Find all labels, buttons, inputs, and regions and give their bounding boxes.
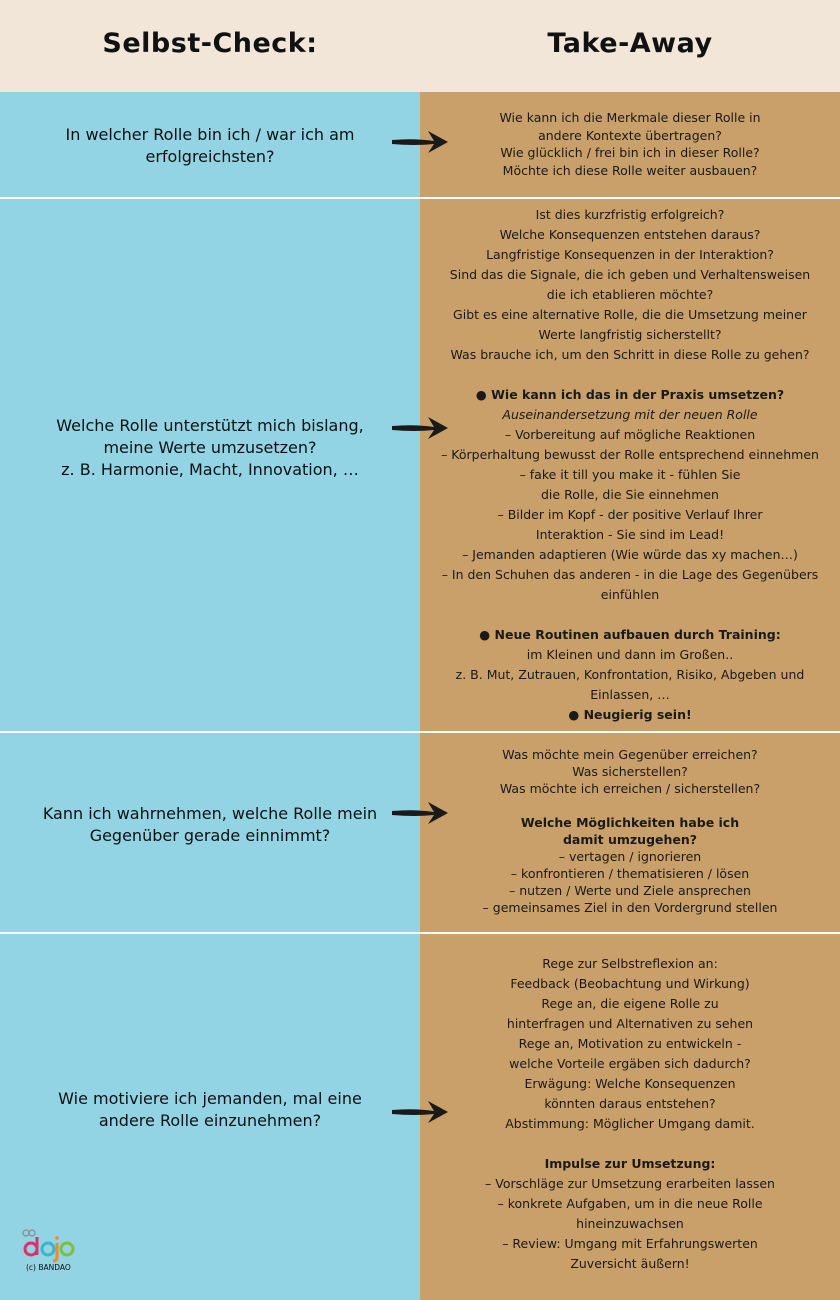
question-2	[20, 415, 400, 481]
take-away-line: – konfrontieren / thematisieren / lösen	[510, 866, 750, 881]
take-away-line: Langfristige Konsequenzen in der Interaktion?	[486, 247, 774, 262]
header	[0, 0, 840, 92]
take-away-line: – vertagen / ignorieren	[558, 849, 702, 864]
arrow-right-icon	[390, 798, 450, 828]
take-away-line: Impulse zur Umsetzung:	[544, 1156, 716, 1171]
question-4	[20, 1088, 400, 1132]
take-away-line: Interaktion - Sie sind im Lead!	[535, 527, 725, 542]
take-away-line: ● Wie kann ich das in der Praxis umsetzen?	[475, 387, 785, 402]
take-away-line: Wie kann ich die Merkmale dieser Rolle in	[499, 110, 761, 125]
take-away-line: könnten daraus entstehen?	[544, 1096, 716, 1111]
take-away-line: Werte langfristig sicherstellt?	[538, 327, 722, 342]
take-away-line: – Jemanden adaptieren (Wie würde das xy machen…)	[462, 547, 798, 562]
take-away-line: Was möchte mein Gegenüber erreichen?	[502, 747, 758, 762]
question-1	[20, 124, 400, 168]
take-away-line: die Rolle, die Sie einnehmen	[541, 487, 719, 502]
take-away-line: Was sicherstellen?	[572, 764, 688, 779]
take-away-line: hinterfragen und Alternativen zu sehen	[506, 1016, 754, 1031]
take-away-line: Erwägung: Welche Konsequenzen	[524, 1076, 736, 1091]
take-away-line: – konkrete Aufgaben, um in die neue Rolle	[497, 1196, 763, 1211]
take-away-line: – Vorschläge zur Umsetzung erarbeiten lassen	[485, 1176, 775, 1191]
take-away-line: ● Neugierig sein!	[568, 707, 692, 722]
question-line: Gegenüber gerade einnimmt?	[89, 826, 331, 845]
question-line: In welcher Rolle bin ich / war ich am	[65, 125, 355, 144]
take-away-line: Welche Möglichkeiten habe ich	[520, 815, 740, 830]
take-away-line: andere Kontexte übertragen?	[538, 127, 722, 143]
take-away-line: Rege zur Selbstreflexion an:	[542, 956, 718, 971]
take-away-line: Rege an, Motivation zu entwickeln -	[518, 1036, 742, 1051]
take-away-line: – In den Schuhen das anderen - in die Lage des Gegenübers	[441, 567, 819, 582]
take-away-line: ● Neue Routinen aufbauen durch Training:	[479, 627, 781, 642]
take-away-line: Rege an, die eigene Rolle zu	[541, 996, 719, 1011]
right-column-title: Take-Away	[547, 28, 713, 59]
take-away-line: – Review: Umgang mit Erfahrungswerten	[502, 1236, 758, 1251]
take-away-line: – Vorbereitung auf mögliche Reaktionen	[504, 427, 756, 442]
take-away-line: Ist dies kurzfristig erfolgreich?	[535, 207, 725, 222]
take-away-line: Möchte ich diese Rolle weiter ausbauen?	[502, 162, 758, 178]
question-line: Wie motiviere ich jemanden, mal eine	[58, 1089, 362, 1108]
take-away-line: damit umzugehen?	[562, 832, 698, 847]
question-line: erfolgreichsten?	[145, 147, 275, 166]
take-away-line: – Körperhaltung bewusst der Rolle entsprechend einnehmen	[441, 447, 819, 462]
take-away-line: Wie glücklich / frei bin ich in dieser Rolle?	[500, 145, 760, 160]
take-away-line: Was brauche ich, um den Schritt in diese Rolle zu gehen?	[450, 347, 810, 362]
left-column-title: Selbst-Check:	[102, 28, 318, 59]
take-away-text-2	[420, 205, 840, 725]
take-away-text-1	[420, 109, 840, 179]
take-away-line	[420, 1134, 840, 1154]
arrow-right-icon	[390, 413, 450, 443]
take-away-line: – fake it till you make it - fühlen Sie	[519, 467, 741, 482]
question-line: Kann ich wahrnehmen, welche Rolle mein	[42, 804, 378, 823]
take-away-text-3	[420, 746, 840, 916]
arrow-right-icon	[390, 1097, 450, 1127]
take-away-line: die ich etablieren möchte?	[546, 287, 714, 302]
take-away-line: welche Vorteile ergäben sich dadurch?	[509, 1056, 751, 1071]
question-3	[20, 803, 400, 847]
take-away-line: Auseinandersetzung mit der neuen Rolle	[502, 407, 758, 422]
arrow-right-icon	[390, 127, 450, 157]
take-away-line	[420, 605, 840, 625]
take-away-text-4	[420, 954, 840, 1274]
take-away-line: im Kleinen und dann im Großen..	[526, 647, 734, 662]
take-away-line: Gibt es eine alternative Rolle, die die Umsetzung meiner	[453, 307, 807, 322]
take-away-line: z. B. Mut, Zutrauen, Konfrontation, Risiko, Abgeben und	[455, 667, 805, 682]
take-away-line: – nutzen / Werte und Ziele ansprechen	[509, 883, 751, 898]
take-away-line: hineinzuwachsen	[576, 1216, 684, 1231]
take-away-line: Abstimmung: Möglicher Umgang damit.	[505, 1116, 755, 1131]
take-away-line: Welche Konsequenzen entstehen daraus?	[499, 227, 761, 242]
take-away-line	[420, 797, 840, 814]
question-line: meine Werte umzusetzen?	[103, 438, 317, 457]
take-away-line: Einlassen, …	[590, 687, 670, 702]
take-away-line: Zuversicht äußern!	[570, 1256, 690, 1271]
question-line: andere Rolle einzunehmen?	[98, 1111, 322, 1130]
take-away-line: Sind das die Signale, die ich geben und Verhaltensweisen	[449, 267, 811, 282]
copyright: (c) BANDAO	[26, 1263, 71, 1272]
take-away-line: Feedback (Beobachtung und Wirkung)	[510, 976, 750, 991]
take-away-line: – gemeinsames Ziel in den Vordergrund stellen	[482, 900, 778, 915]
question-line: Welche Rolle unterstützt mich bislang,	[56, 416, 364, 435]
take-away-line: einfühlen	[600, 587, 660, 602]
take-away-line: Was möchte ich erreichen / sicherstellen?	[499, 781, 761, 796]
question-line: z. B. Harmonie, Macht, Innovation, …	[61, 460, 359, 479]
take-away-line: – Bilder im Kopf - der positive Verlauf Ihrer	[497, 507, 763, 522]
take-away-line	[420, 365, 840, 385]
